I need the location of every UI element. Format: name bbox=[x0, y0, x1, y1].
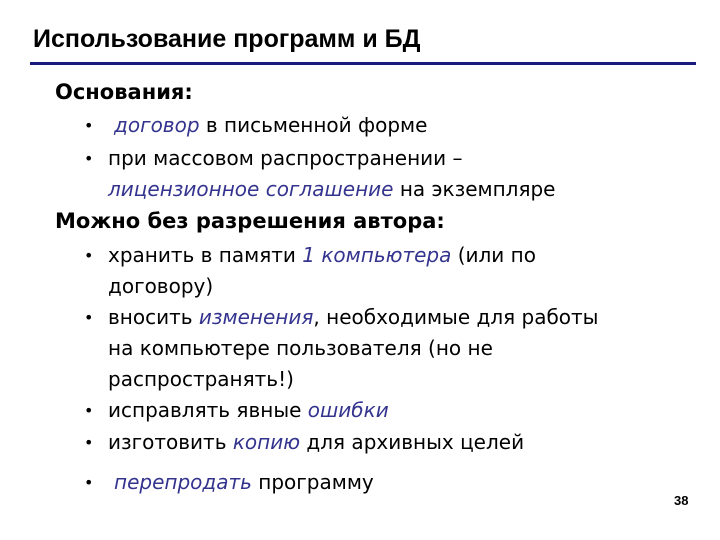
bullet-text-segment: в письменной форме bbox=[199, 113, 428, 137]
bullet-line bbox=[108, 364, 294, 395]
bullet-text-segment: на экземпляре bbox=[393, 177, 556, 201]
bullet-text-segment: , необходимые для работы bbox=[313, 305, 599, 329]
emphasized-term: перепродать bbox=[114, 470, 252, 494]
bullet-line bbox=[108, 271, 213, 302]
bullet-text-segment: распространять!) bbox=[108, 367, 294, 391]
bullet-text-segment: на компьютере пользователя (но не bbox=[108, 336, 493, 360]
bullet-dot-icon: • bbox=[84, 308, 94, 327]
bullet-text-segment: для архивных целей bbox=[300, 430, 525, 454]
emphasized-term: лицензионное соглашение bbox=[108, 177, 394, 201]
bullet-text-segment: при массовом распространении – bbox=[108, 146, 463, 170]
bullet-dot-icon: • bbox=[84, 473, 94, 492]
bullet-dot-icon: • bbox=[84, 246, 94, 265]
bullet-text-segment: (или по bbox=[451, 243, 536, 267]
emphasized-term: договор bbox=[114, 113, 200, 137]
bullet-line bbox=[108, 174, 556, 205]
bullet-line bbox=[108, 467, 374, 498]
bullet-dot-icon: • bbox=[84, 401, 94, 420]
emphasized-term: копию bbox=[232, 430, 301, 454]
bullet-text-segment: вносить bbox=[108, 305, 199, 329]
bullet-text-segment: изготовить bbox=[108, 430, 233, 454]
emphasized-term: 1 компьютера bbox=[302, 243, 452, 267]
emphasized-term: изменения bbox=[198, 305, 314, 329]
bullet-text-segment: программу bbox=[251, 470, 374, 494]
bullet-text-segment: хранить в памяти bbox=[108, 243, 303, 267]
bullet-dot-icon: • bbox=[84, 433, 94, 452]
bullet-line bbox=[108, 110, 427, 141]
emphasized-term: ошибки bbox=[307, 398, 389, 422]
bullet-text-segment: исправлять явные bbox=[108, 398, 308, 422]
slide-title: Использование программ и БД bbox=[33, 25, 421, 53]
page-number: 38 bbox=[674, 493, 689, 508]
section-heading: Основания: bbox=[55, 80, 193, 104]
bullet-line bbox=[108, 302, 598, 333]
bullet-dot-icon: • bbox=[84, 116, 94, 135]
bullet-text-segment: договору) bbox=[108, 274, 214, 298]
bullet-line bbox=[108, 427, 524, 458]
bullet-line bbox=[108, 333, 493, 364]
bullet-dot-icon: • bbox=[84, 149, 94, 168]
section-heading: Можно без разрешения автора: bbox=[55, 209, 445, 233]
bullet-line bbox=[108, 395, 389, 426]
title-underline bbox=[30, 62, 696, 65]
bullet-line bbox=[108, 143, 463, 174]
bullet-line bbox=[108, 240, 536, 271]
